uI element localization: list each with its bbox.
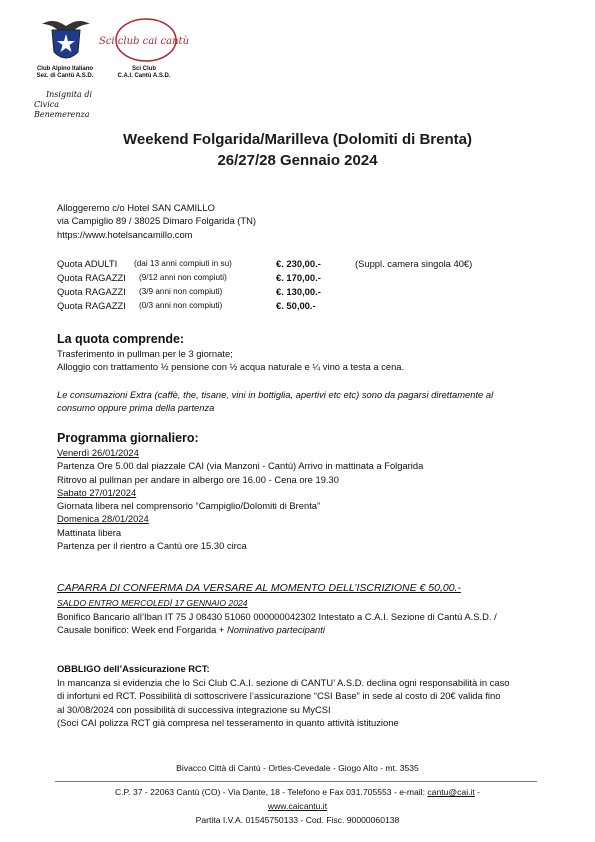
price-label: Quota RAGAZZI xyxy=(57,272,126,283)
program-block xyxy=(57,446,423,552)
program-day-friday: Venerdì 26/01/2024 xyxy=(57,447,139,458)
price-note: (0/3 anni non compiuti) xyxy=(139,301,223,310)
price-note: (dai 13 anni compiuti in su) xyxy=(134,259,232,268)
sciclub-logo-caption xyxy=(107,66,181,80)
hotel-block xyxy=(57,201,256,241)
extras-note xyxy=(57,388,493,415)
footer-divider xyxy=(55,781,537,782)
bonifico-line: Bonifico Bancario all’Iban IT 75 J 08430 51060 000000042302 Intestato a C.A.I. Sezione di Cantù A.S.D. / xyxy=(57,611,497,622)
price-extra: (Suppl. camera singola 40€) xyxy=(355,258,473,269)
price-amount: €. 130,00.- xyxy=(276,286,321,297)
sciclub-caption-line1: Sci Club xyxy=(131,66,156,72)
bonifico-causale xyxy=(57,623,497,636)
cai-caption-line2: Sez. di Cantù A.S.D. xyxy=(36,73,94,79)
program-line: Ritrovo al pullman per andare in albergo ore 16.00 - Cena ore 19.30 xyxy=(57,473,339,485)
program-line: Giornata libera nel comprensorio “Campiglio/Dolomiti di Brenta” xyxy=(57,500,321,512)
program-day-saturday: Sabato 27/01/2024 xyxy=(57,486,137,498)
cai-logo-caption xyxy=(30,66,100,80)
insignita-line2: Civica Benemerenza xyxy=(34,100,90,119)
extras-line: consumo oppure prima della partenza xyxy=(57,402,215,414)
bonifico-block xyxy=(57,610,497,637)
includes-line: Trasferimento in pullman per le 3 giornate; xyxy=(57,348,233,359)
page-subtitle-dates: 26/27/28 Gennaio 2024 xyxy=(217,152,378,169)
program-heading: Programma giornaliero: xyxy=(57,431,199,445)
includes-line: Alloggio con trattamento ½ pensione con ½ acqua naturale e ¼ vino a testa a cena. xyxy=(57,361,405,373)
price-amount: €. 230,00.- xyxy=(276,258,321,269)
program-line: Partenza per il rientro a Cantù ore 15.30 circa xyxy=(57,540,247,552)
insignita-line1: Insignita di xyxy=(46,90,93,99)
insignita-note xyxy=(34,90,114,120)
price-note: (9/12 anni non compiuti) xyxy=(139,273,227,282)
caparra-notice: CAPARRA DI CONFERMA DA VERSARE AL MOMENTO DELL’ISCRIZIONE € 50,00.- xyxy=(57,582,461,594)
price-label: Quota ADULTI xyxy=(57,258,118,269)
rct-line: (Soci CAI polizza RCT già compresa nel tesseramento in quanto attività istituzione xyxy=(57,716,399,728)
footer-email-link[interactable]: cantu@cai.it xyxy=(427,787,475,797)
footer-website-link[interactable]: www.caicantu.it xyxy=(267,801,328,811)
hotel-website-link[interactable]: https://www.hotelsancamillo.com xyxy=(57,228,193,240)
cai-logo xyxy=(38,14,94,66)
rct-line: al 30/08/2024 con possibilità di successiva integrazione su MyCSI xyxy=(57,703,331,715)
sciclub-logo xyxy=(98,14,190,64)
rct-heading: OBBLIGO dell’Assicurazione RCT: xyxy=(57,663,210,674)
rct-block xyxy=(57,676,509,729)
program-day-sunday: Domenica 28/01/2024 xyxy=(57,513,149,525)
includes-block xyxy=(57,347,404,374)
extras-line: Le consumazioni Extra (caffè, the, tisane, vini in bottiglia, apertivi etc etc) sono da pagarsi direttamente al xyxy=(57,389,494,400)
rct-line: di infortuni ed RCT. Possibilità di sottoscrivere l’assicurazione “CSI Base” in sede al costo di 20€ valida fino xyxy=(57,690,501,702)
footer-address xyxy=(0,786,595,799)
hotel-name: Alloggeremo c/o Hotel SAN CAMILLO xyxy=(57,202,215,213)
price-label: Quota RAGAZZI xyxy=(57,300,126,311)
svg-text:Sci club cai cantù: Sci club cai cantù xyxy=(98,36,190,47)
price-label: Quota RAGAZZI xyxy=(57,286,126,297)
includes-heading: La quota comprende: xyxy=(57,332,185,346)
hotel-address: via Campiglio 89 / 38025 Dimaro Folgarida (TN) xyxy=(57,215,257,227)
bivacco-line: Bivacco Città di Cantù - Ortles-Cevedale - Giogo Alto - mt. 3535 xyxy=(176,763,419,773)
cai-caption-line1: Club Alpino Italiano xyxy=(36,66,94,72)
program-line: Partenza Ore 5.00 dal piazzale CAI (via Manzoni - Cantù) Arrivo in mattinata a Folgarida xyxy=(57,460,424,472)
footer-address-text: C.P. 37 - 22063 Cantù (CO) - Via Dante, 18 - Telefono e Fax 031.705553 - e-mail: xyxy=(114,787,428,797)
sciclub-caption-line2: C.A.I. Cantù A.S.D. xyxy=(117,73,171,79)
price-note: (3/9 anni non compiuti) xyxy=(139,287,223,296)
program-line: Mattinata libera xyxy=(57,526,122,538)
price-amount: €. 50,00.- xyxy=(276,300,316,311)
saldo-deadline: SALDO ENTRO MERCOLEDÌ 17 GENNAIO 2024 xyxy=(57,598,248,608)
causale-participants: Nominativo partecipanti xyxy=(226,624,325,636)
page-title: Weekend Folgarida/Marilleva (Dolomiti di Brenta) xyxy=(123,131,472,148)
footer-address-end: - xyxy=(474,787,481,797)
rct-line: In mancanza si evidenzia che lo Sci Club C.A.I. sezione di CANTU’ A.S.D. declina ogni responsabilità in caso xyxy=(57,677,510,688)
price-amount: €. 170,00.- xyxy=(276,272,321,283)
causale-text: Causale bonifico: Week end Forgarida + xyxy=(57,624,227,636)
footer-fiscal: Partita I.V.A. 01545750133 - Cod. Fisc. 90000060138 xyxy=(195,815,400,825)
